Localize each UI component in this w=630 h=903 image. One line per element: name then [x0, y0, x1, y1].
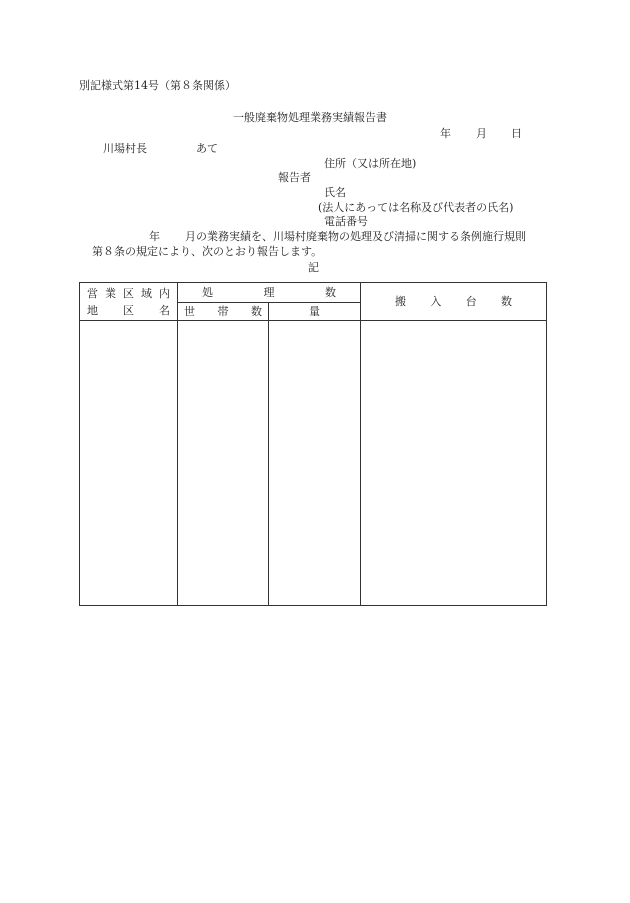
address-label: 住所（又は所在地)	[324, 157, 417, 170]
report-table	[79, 282, 547, 606]
area-header-line-1: 営 業 区 域 内	[87, 286, 170, 300]
trucks-entry-cell[interactable]	[361, 321, 547, 606]
amount-header-cell: 量	[269, 303, 361, 321]
reporter-label: 報告者	[278, 171, 311, 184]
addressee-suffix: あて	[196, 142, 218, 155]
processing-header-cell: 処 理 数	[178, 283, 361, 303]
area-header-line-2: 地 区 名	[87, 303, 170, 317]
table-header-row-1	[80, 283, 547, 303]
body-year-label: 年	[149, 230, 160, 243]
date-year-label: 年	[440, 127, 451, 140]
phone-label: 電話番号	[324, 215, 368, 228]
amount-entry-cell[interactable]	[269, 321, 361, 606]
document-title: 一般廃棄物処理業務実績報告書	[233, 111, 387, 124]
form-number: 別記様式第14号（第８条関係）	[79, 79, 236, 92]
body-line-1: 月の業務実績を、川場村廃棄物の処理及び清掃に関する条例施行規則	[185, 230, 526, 243]
name-label: 氏名	[324, 186, 346, 199]
date-day-label: 日	[511, 127, 522, 140]
area-entry-cell[interactable]	[80, 321, 178, 606]
table-body-row	[80, 321, 547, 606]
date-month-label: 月	[476, 127, 487, 140]
ki-heading: 記	[308, 261, 319, 274]
addressee-name: 川場村長	[103, 142, 147, 155]
body-line-2: 第８条の規定により、次のとおり報告します。	[92, 245, 323, 258]
area-header-cell	[80, 283, 178, 321]
households-entry-cell[interactable]	[178, 321, 269, 606]
households-header-cell: 世 帯 数	[178, 303, 269, 321]
corporation-note: (法人にあっては名称及び代表者の氏名)	[318, 201, 514, 214]
trucks-header-cell: 搬 入 台 数	[361, 283, 547, 321]
